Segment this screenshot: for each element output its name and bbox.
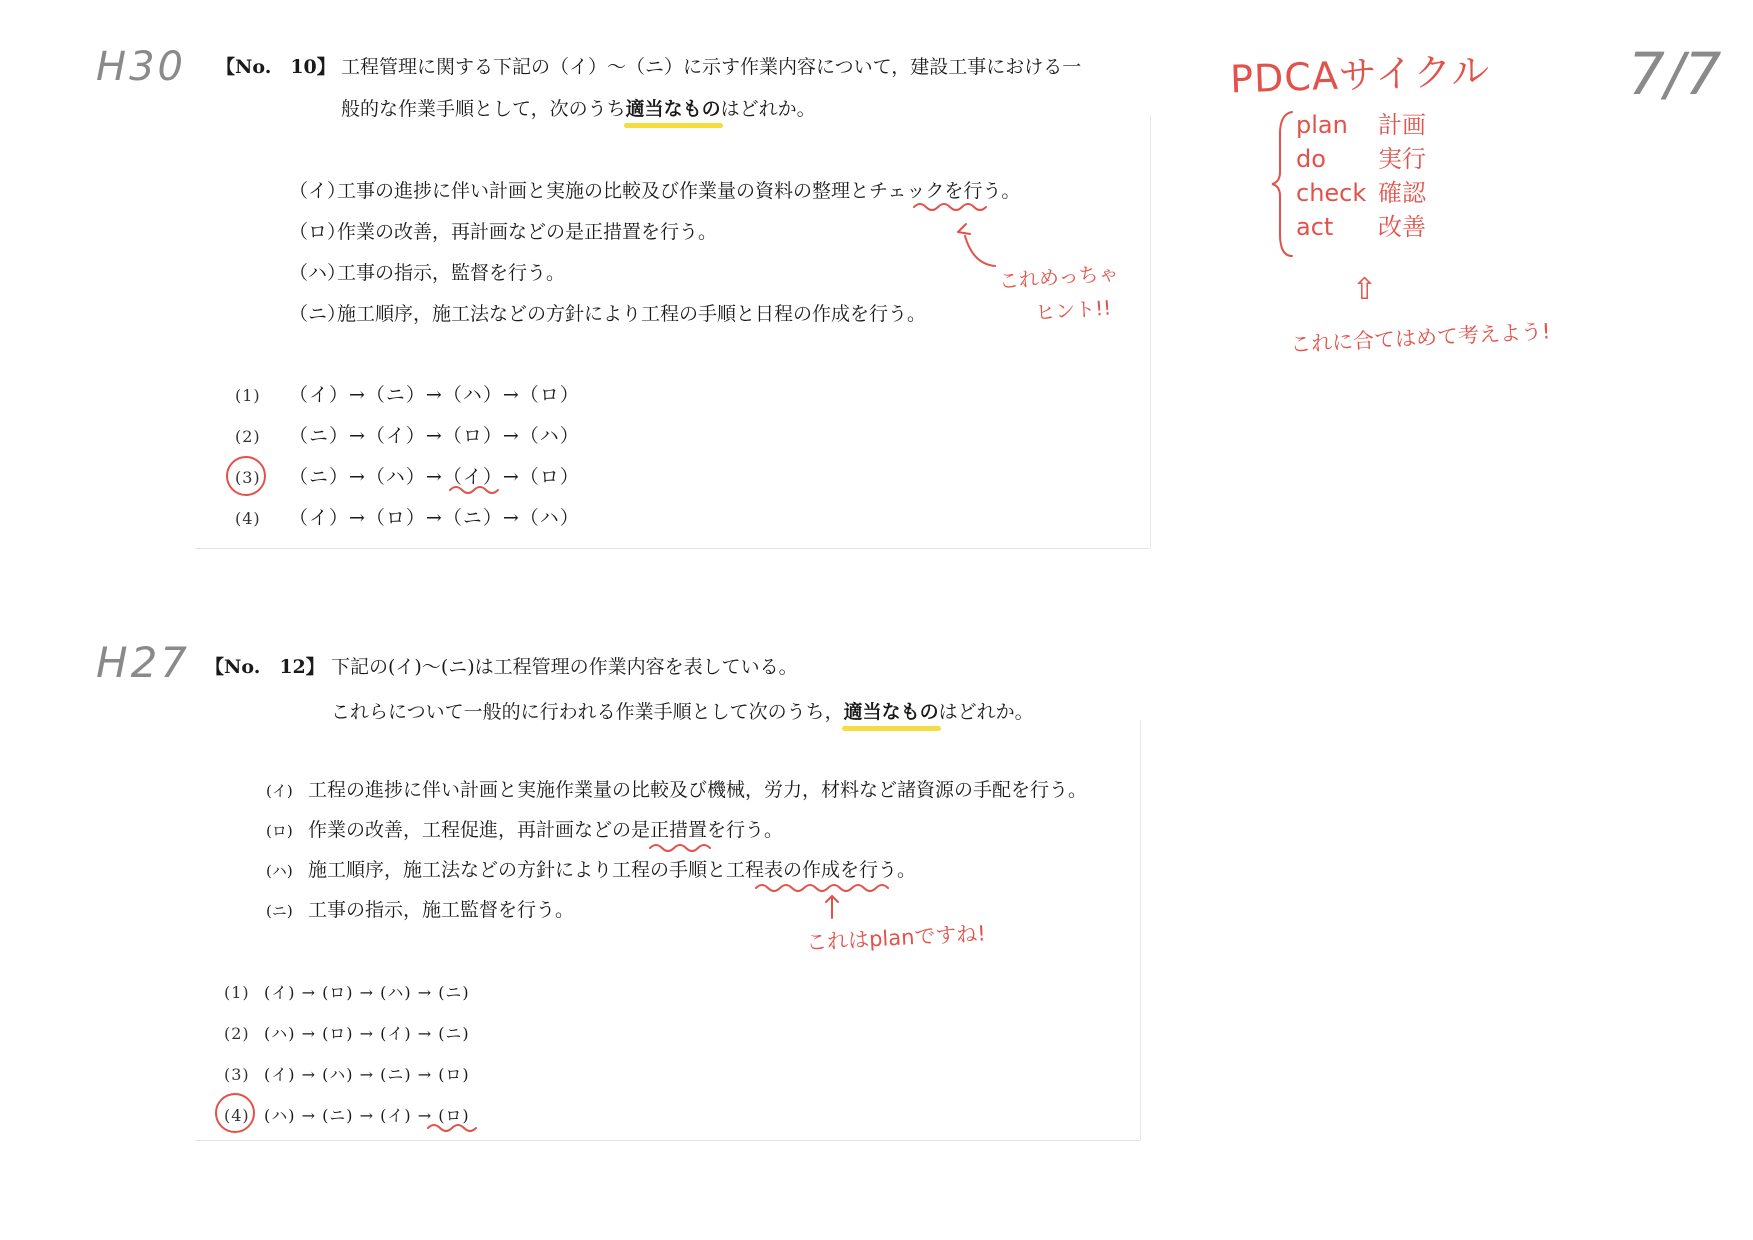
question-text-line2: これらについて一般的に行われる作業手順として次のうち，適当なものはどれか。 (331, 697, 1034, 724)
pdca-row: check 確認 (1296, 179, 1426, 207)
pdca-row: plan 計画 (1296, 111, 1426, 139)
pdca-title: PDCAサイクル (1229, 48, 1491, 102)
list-item: (イ) 工程の進捗に伴い計画と実施作業量の比較及び機械，労力，材料など諸資源の手配を行う。 (266, 779, 1088, 801)
year-mark-h27: H27 (96, 638, 191, 687)
item-list (289, 176, 1020, 340)
question-text-line2: 般的な作業手順として，次のうち適当なものはどれか。 (341, 94, 816, 121)
question-text-line1: 下記の(イ)～(ニ)は工程管理の作業内容を表している。 (331, 656, 798, 678)
item-list (266, 775, 1087, 935)
list-item: （ハ）工事の指示，監督を行う。 (289, 262, 566, 284)
question-number: 【No. 10】 (216, 56, 336, 78)
up-arrow-icon: ⇧ (1352, 272, 1378, 307)
pdca-footer: これに合てはめて考えよう! (1289, 319, 1551, 357)
option-2[interactable]: (2) (ハ) → (ロ) → (イ) → (ニ) (224, 1024, 470, 1043)
hint-note: これめっちゃ ヒント!! (998, 260, 1120, 325)
pdca-list (1296, 108, 1426, 244)
pdca-row: do 実行 (1296, 145, 1426, 173)
question-number: 【No. 12】 (205, 656, 325, 678)
scan-edge (195, 548, 1150, 549)
scan-edge (1150, 115, 1151, 548)
list-item: (ニ) 工事の指示，施工監督を行う。 (266, 899, 575, 921)
highlighted-phrase: 適当なもの (626, 94, 721, 121)
plan-note: これはplanですね! (805, 921, 987, 955)
list-item: （イ）工事の進捗に伴い計画と実施の比較及び作業量の資料の整理とチェックを行う。 (289, 180, 1021, 202)
scan-edge (1140, 720, 1141, 1140)
page-number: 7/7 (1628, 40, 1722, 108)
option-2[interactable]: (2) （ニ）→（イ）→（ロ）→（ハ） (235, 425, 580, 447)
option-1[interactable]: (1) （イ）→（ニ）→（ハ）→（ロ） (235, 384, 580, 406)
highlighted-phrase: 適当なもの (844, 697, 939, 724)
list-item: （ニ）施工順序，施工法などの方針により工程の手順と日程の作成を行う。 (289, 303, 927, 325)
option-1[interactable]: (1) (イ) → (ロ) → (ハ) → (ニ) (224, 983, 470, 1002)
option-3[interactable]: (3) （ニ）→（ハ）→（イ）→（ロ） (235, 466, 580, 488)
option-list (235, 380, 580, 544)
pdca-row: act 改善 (1296, 213, 1426, 241)
list-item: (ハ) 施工順序，施工法などの方針により工程の手順と工程表の作成を行う。 (266, 859, 917, 881)
option-list (224, 980, 470, 1144)
option-4[interactable]: (4) (ハ) → (ニ) → (イ) → (ロ) (224, 1106, 470, 1125)
option-3[interactable]: (3) (イ) → (ハ) → (ニ) → (ロ) (224, 1065, 470, 1084)
list-item: （ロ）作業の改善，再計画などの是正措置を行う。 (289, 221, 718, 243)
year-mark-h30: H30 (96, 44, 186, 90)
question-text-line1: 工程管理に関する下記の（イ）～（ニ）に示す作業内容について，建設工事における一 (341, 56, 1082, 78)
list-item: (ロ) 作業の改善，工程促進，再計画などの是正措置を行う。 (266, 819, 784, 841)
option-4[interactable]: (4) （イ）→（ロ）→（ニ）→（ハ） (235, 507, 580, 529)
brace-mark (1272, 112, 1292, 256)
